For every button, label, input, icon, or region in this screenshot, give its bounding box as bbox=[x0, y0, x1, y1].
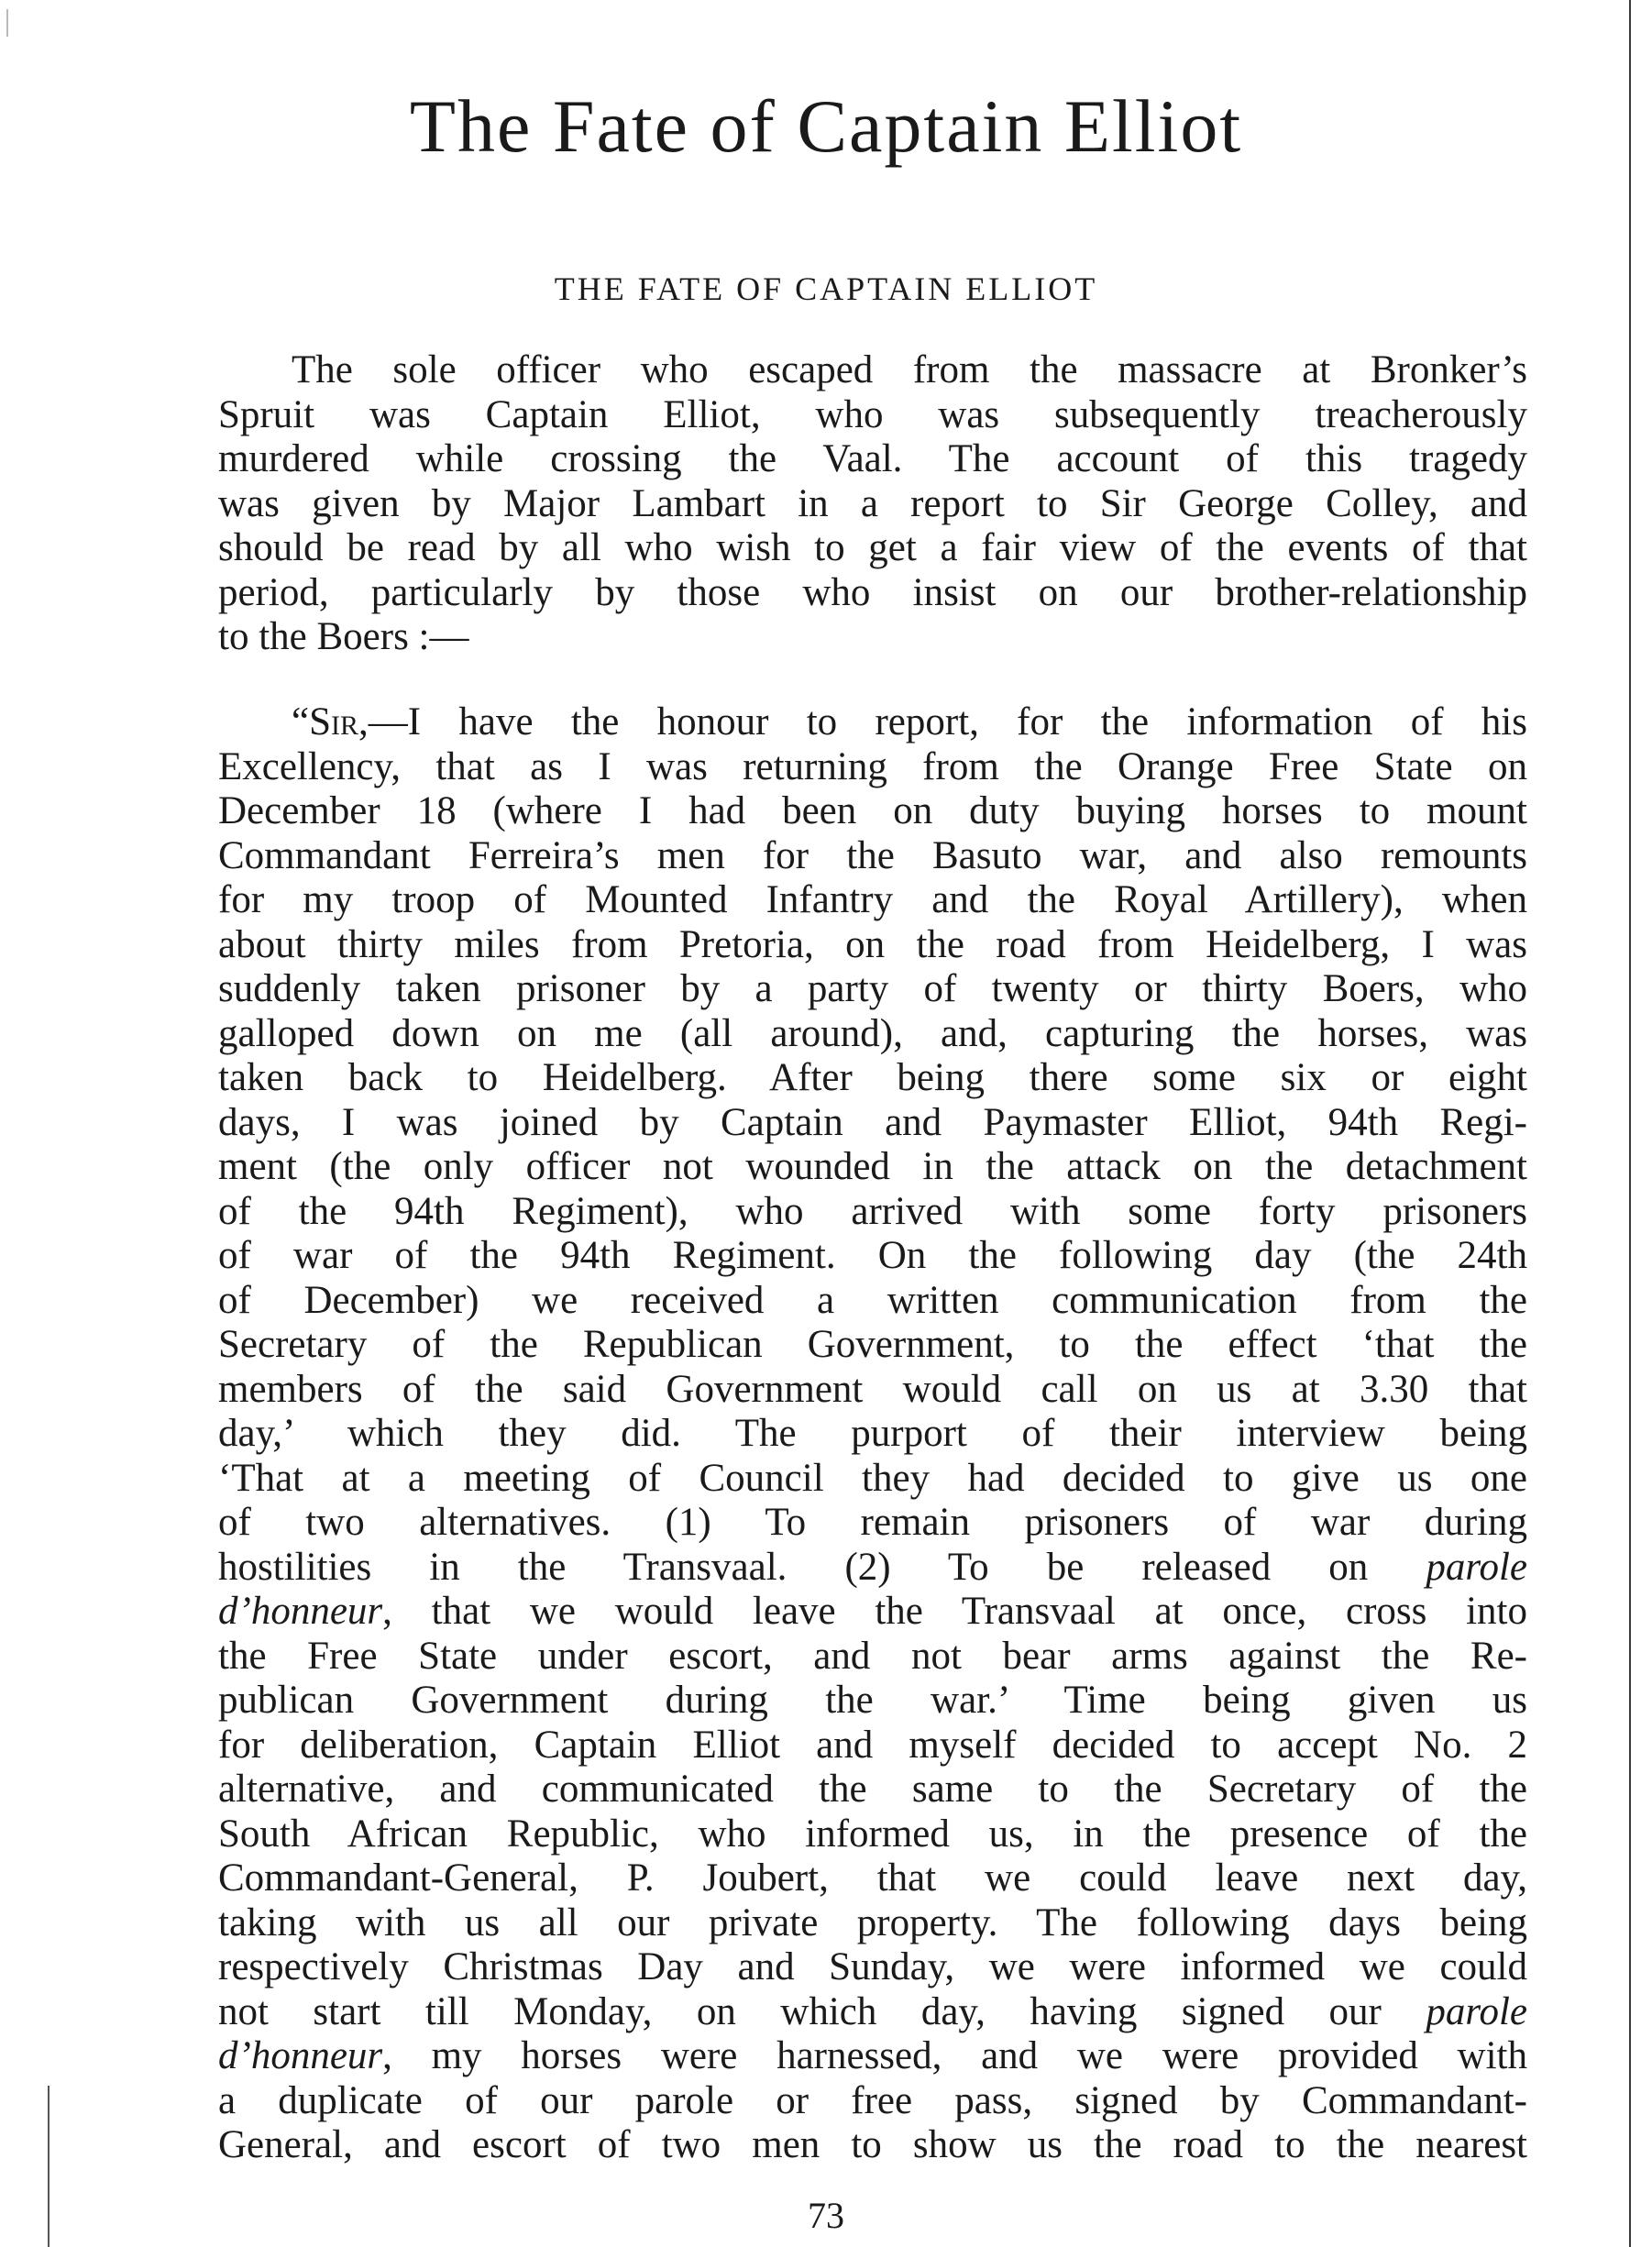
text-line: taken back to Heidelberg. After being there some six or eight bbox=[218, 1056, 1527, 1099]
text-line: for deliberation, Captain Elliot and myself decided to accept No. 2 bbox=[218, 1723, 1527, 1767]
text-line bbox=[218, 700, 1527, 745]
text-line: General, and escort of two men to show us the road to the nearest bbox=[218, 2123, 1527, 2166]
text-line: Excellency, that as I was returning from the Orange Free State on bbox=[218, 744, 1527, 788]
text-line: of war of the 94th Regiment. On the following day (the 24th bbox=[218, 1234, 1527, 1277]
italic-parole: parole bbox=[1426, 1545, 1527, 1589]
text-line: alternative, and communicated the same to the Secretary of the bbox=[218, 1768, 1527, 1811]
text-line: December 18 (where I had been on duty buying horses to mount bbox=[218, 789, 1527, 832]
italic-parole: parole bbox=[1426, 1989, 1527, 2033]
text-line: days, I was joined by Captain and Paymaster Elliot, 94th Regi- bbox=[218, 1100, 1527, 1144]
text-fragment: —I have the honour to report, for the information of his bbox=[368, 700, 1527, 743]
paragraph-2-letter bbox=[218, 700, 1527, 2168]
text-line: respectively Christmas Day and Sunday, we were informed we could bbox=[218, 1945, 1527, 1988]
text-line: murdered while crossing the Vaal. The account of this tragedy bbox=[218, 437, 1527, 480]
page-number: 73 bbox=[808, 2195, 844, 2236]
text-line: suddenly taken prisoner by a party of twenty or thirty Boers, who bbox=[218, 967, 1527, 1010]
text-line bbox=[218, 2034, 1527, 2079]
text-line: the Free State under escort, and not bear arms against the Re- bbox=[218, 1634, 1527, 1678]
text-line: galloped down on me (all around), and, capturing the horses, was bbox=[218, 1011, 1527, 1055]
text-line: Secretary of the Republican Government, to the effect ‘that the bbox=[218, 1323, 1527, 1366]
text-line: of two alternatives. (1) To remain prisoners of war during bbox=[218, 1501, 1527, 1544]
text-line: Commandant-General, P. Joubert, that we could leave next day, bbox=[218, 1856, 1527, 1900]
text-line: should be read by all who wish to get a fair view of the events of that bbox=[218, 526, 1527, 569]
scan-edge-mark bbox=[6, 9, 8, 37]
text-line: day,’ which they did. The purport of their interview being bbox=[218, 1412, 1527, 1455]
section-heading: THE FATE OF CAPTAIN ELLIOT bbox=[554, 270, 1098, 307]
text-line bbox=[218, 1546, 1527, 1591]
salutation: Sir, bbox=[309, 700, 369, 743]
text-fragment: , that we would leave the Transvaal at once, cross into bbox=[382, 1590, 1527, 1633]
italic-honneur: d’honneur bbox=[218, 1590, 383, 1633]
text-line bbox=[218, 1590, 1527, 1635]
text-line: The sole officer who escaped from the massacre at Bronker’s bbox=[292, 348, 1527, 391]
text-line: Commandant Ferreira’s men for the Basuto war, and also remounts bbox=[218, 833, 1527, 877]
page-title: The Fate of Captain Elliot bbox=[409, 84, 1243, 168]
text-line: for my troop of Mounted Infantry and the Royal Artillery), when bbox=[218, 878, 1527, 921]
text-line: members of the said Government would call on us at 3.30 that bbox=[218, 1367, 1527, 1411]
text-line: was given by Major Lambart in a report to Sir George Colley, and bbox=[218, 481, 1527, 525]
italic-honneur: d’honneur bbox=[218, 2034, 383, 2077]
page-edge-line bbox=[1629, 0, 1631, 2247]
text-line: South African Republic, who informed us, in the presence of the bbox=[218, 1812, 1527, 1856]
text-line: Spruit was Captain Elliot, who was subsequently treacherously bbox=[218, 392, 1527, 436]
text-fragment: not start till Monday, on which day, having signed our bbox=[218, 1989, 1426, 2033]
text-line: of December) we received a written communication from the bbox=[218, 1278, 1527, 1322]
text-fragment: hostilities in the Transvaal. (2) To be released on bbox=[218, 1545, 1426, 1589]
text-line: ‘That at a meeting of Council they had decided to give us one bbox=[218, 1456, 1527, 1500]
text-line: to the Boers :— bbox=[218, 615, 469, 658]
paragraph-1 bbox=[218, 348, 1527, 660]
text-line: ment (the only officer not wounded in the attack on the detachment bbox=[218, 1145, 1527, 1188]
text-line bbox=[218, 1990, 1527, 2035]
text-line: publican Government during the war.’ Time being given us bbox=[218, 1679, 1527, 1722]
text-line: taking with us all our private property. The following days being bbox=[218, 1900, 1527, 1944]
text-fragment: , my horses were harnessed, and we were provided with bbox=[382, 2034, 1527, 2077]
text-line: a duplicate of our parole or free pass, signed by Commandant- bbox=[218, 2078, 1527, 2122]
text-line: about thirty miles from Pretoria, on the road from Heidelberg, I was bbox=[218, 922, 1527, 966]
text-line: of the 94th Regiment), who arrived with some forty prisoners bbox=[218, 1189, 1527, 1233]
text-line: period, particularly by those who insist on our brother-relationship bbox=[218, 570, 1527, 614]
opening-quote: “ bbox=[292, 700, 310, 743]
